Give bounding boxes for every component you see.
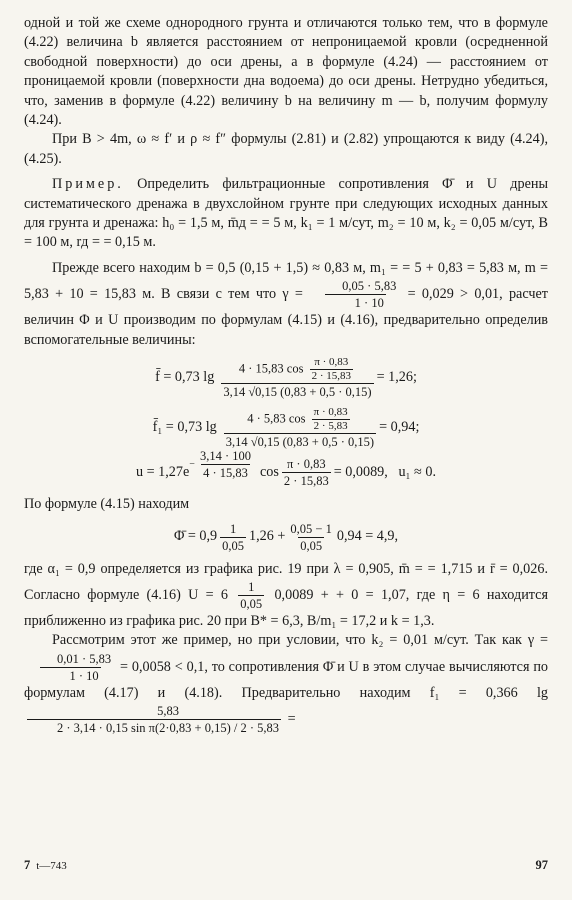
f1-fraction: $\frac{5,83}{\text{2 · 3,14 · 0,15 sin π(2·0,83 + 0,15) / 2 · 5,83}}$ — [27, 703, 281, 736]
equation-2-inner-den: 2 · 5,83 — [313, 420, 348, 433]
page-footer — [24, 856, 548, 876]
gamma-fraction-numerator: 0,05 · 5,83 — [342, 279, 397, 294]
equation-4-fraction-2: $\frac{0,05 - 1}{0,05}$ — [290, 521, 332, 553]
page-number: 97 — [535, 858, 548, 872]
gamma-fraction-2: $\frac{0,01 \cdot 5,83}{1 \cdot 10}$ — [27, 651, 113, 684]
equation-2-denominator: 3,14 √0,15 (0,83 + 0,5 · 0,15) — [225, 435, 375, 450]
equation-2-num-coef: 4 · 5,83 cos — [247, 411, 306, 426]
document-page — [24, 14, 548, 736]
equation-2-fraction — [224, 406, 376, 450]
example-text: Определить фильтрационные сопротивления Φ̄ и U дрены систематического дренажа в двухслойном грунте при следующих исходных данных для грунта и дренажа: h₀ = 1,5 м, m̄д = = 5 м, k₁ = 1 м/сут, m₂ = 10 м, k₂ = 0,05 м/сут, B = 100 м, rд = = 0,15 м. — [24, 176, 548, 251]
equation-3-exp-den: 4 · 15,83 — [203, 466, 248, 481]
equation-1-num-coef: 4 · 15,83 cos — [238, 361, 304, 376]
gamma-fraction — [312, 278, 398, 311]
u-fraction: $\frac{1}{0,05}$ — [240, 579, 263, 611]
paragraph-4-text-a: Прежде всего находим b = 0,5 (0,15 + 1,5) ≈ 0,83 м, m₁ = = 5 + 0,83 = 5,83 м, m = 5,83 + 10 = 15,83 м. В связи с тем что γ = — [24, 259, 548, 303]
equation-f1-bar — [24, 406, 548, 450]
equation-1-inner-num: π · 0,83 — [314, 356, 349, 369]
equation-phi — [24, 521, 548, 554]
equation-u: u = 1,27e $^{- \frac{3,14 \cdot 100}{4 \cdot 15,83}}$ cos $\frac{\pi \cdot 0,83}{2 \cdot 15,83}$ = 0,0089, u₁ ≈ 0. — [135, 449, 437, 489]
equation-3-cos: cos — [259, 463, 279, 480]
paragraph-4 — [24, 259, 548, 350]
equation-3-exp-num: 3,14 · 100 — [199, 449, 251, 464]
equation-3-rhs: = 0,0089, u₁ ≈ 0. — [333, 463, 437, 480]
equation-4-lhs: Φ̄ = 0,9 — [173, 528, 218, 545]
equation-3-fraction — [282, 456, 331, 489]
example-label: Пример. — [52, 176, 124, 193]
printer-signature: 7 t—743 — [24, 858, 67, 872]
gamma-fraction-denominator: 1 · 10 — [325, 294, 386, 311]
print-code: t—743 — [36, 860, 67, 872]
paragraph-5: По формуле (4.15) находим — [24, 496, 190, 513]
equation-1-denominator: 3,14 √0,15 (0,83 + 0,5 · 0,15) — [223, 385, 372, 400]
equation-2-inner-num: π · 0,83 — [313, 406, 348, 419]
equation-1-inner-den: 2 · 15,83 — [311, 370, 352, 383]
equation-3-frac-num: π · 0,83 — [287, 457, 326, 472]
paragraph-4-text-b: = 0,029 > 0,01, расчет величин Φ и U производим по формулам (4.15) и (4.16), предварительно определив вспомогательные величины: — [24, 286, 548, 348]
equation-4-fraction-1: $\frac{1}{0,05}$ — [222, 521, 245, 553]
equation-4-rhs: 0,94 = 4,9, — [336, 528, 399, 545]
equation-3-frac-den: 2 · 15,83 — [283, 474, 329, 489]
equation-2-lhs: f̄₁ = 0,73 lg — [152, 419, 217, 436]
paragraph-2: При B > 4m, ω ≈ f′ и ρ ≈ f″ формулы (2.81) и (2.82) упрощаются к виду (4.24), (4.25). — [24, 131, 548, 167]
paragraph-6: где α₁ = 0,9 определяется из графика рис. 19 при λ = 0,905, m̄ = = 1,715 и r̄ = 0,026. Согласно формуле (4.16) U = 6 $\frac{1}{0,05}$ 0,0089 + + 0 = 1,07, где η = 6 находится приближенно из графика рис. 20 при B* = 6,3, B/m₁ = 17,2 и k = 1,3. — [24, 560, 549, 629]
equation-2-rhs: = 0,94; — [379, 419, 420, 436]
paragraph-example — [24, 175, 548, 253]
equation-3-lhs: u = 1,27e — [135, 463, 190, 480]
equation-1-lhs: f̄ = 0,73 lg — [155, 369, 215, 386]
equation-1-fraction — [221, 356, 373, 400]
equation-4-mid: 1,26 + — [249, 528, 286, 545]
equation-1-rhs: = 1,26; — [376, 369, 417, 386]
equation-3-exponent — [198, 448, 253, 481]
equation-f-bar — [24, 356, 548, 400]
paragraph-7: Рассмотрим этот же пример, но при условии, что k₂ = 0,01 м/сут. Так как γ = $\frac{0,01 \cdot 5,83}{1 \cdot 10}$ = 0,0058 < 0,1, то сопротивления Φ̄ и U в этом случае вычисляются по формулам (4.17) и (4.18). Предварительно находим f₁ = 0,366 lg $\frac{5,83}{\text{2 · 3,14 · 0,15 sin π(2·0,83 + 0,15) / 2 · 5,83}}$ = — [24, 632, 549, 736]
paragraph-1: одной и той же схеме однородного грунта и отличаются только тем, что в формуле (4.22) величина b является расстоянием от непроницаемой кровли (осредненной свободной поверхности) до оси дрены, а в формуле (4.24) — расстоянием от проницаемой кровли (поверхности дна водоема) до оси дрены. Нетрудно убедиться, что, заменив в формуле (4.22) величину b на величину m — b, получим формулу (4.24). — [24, 15, 548, 129]
